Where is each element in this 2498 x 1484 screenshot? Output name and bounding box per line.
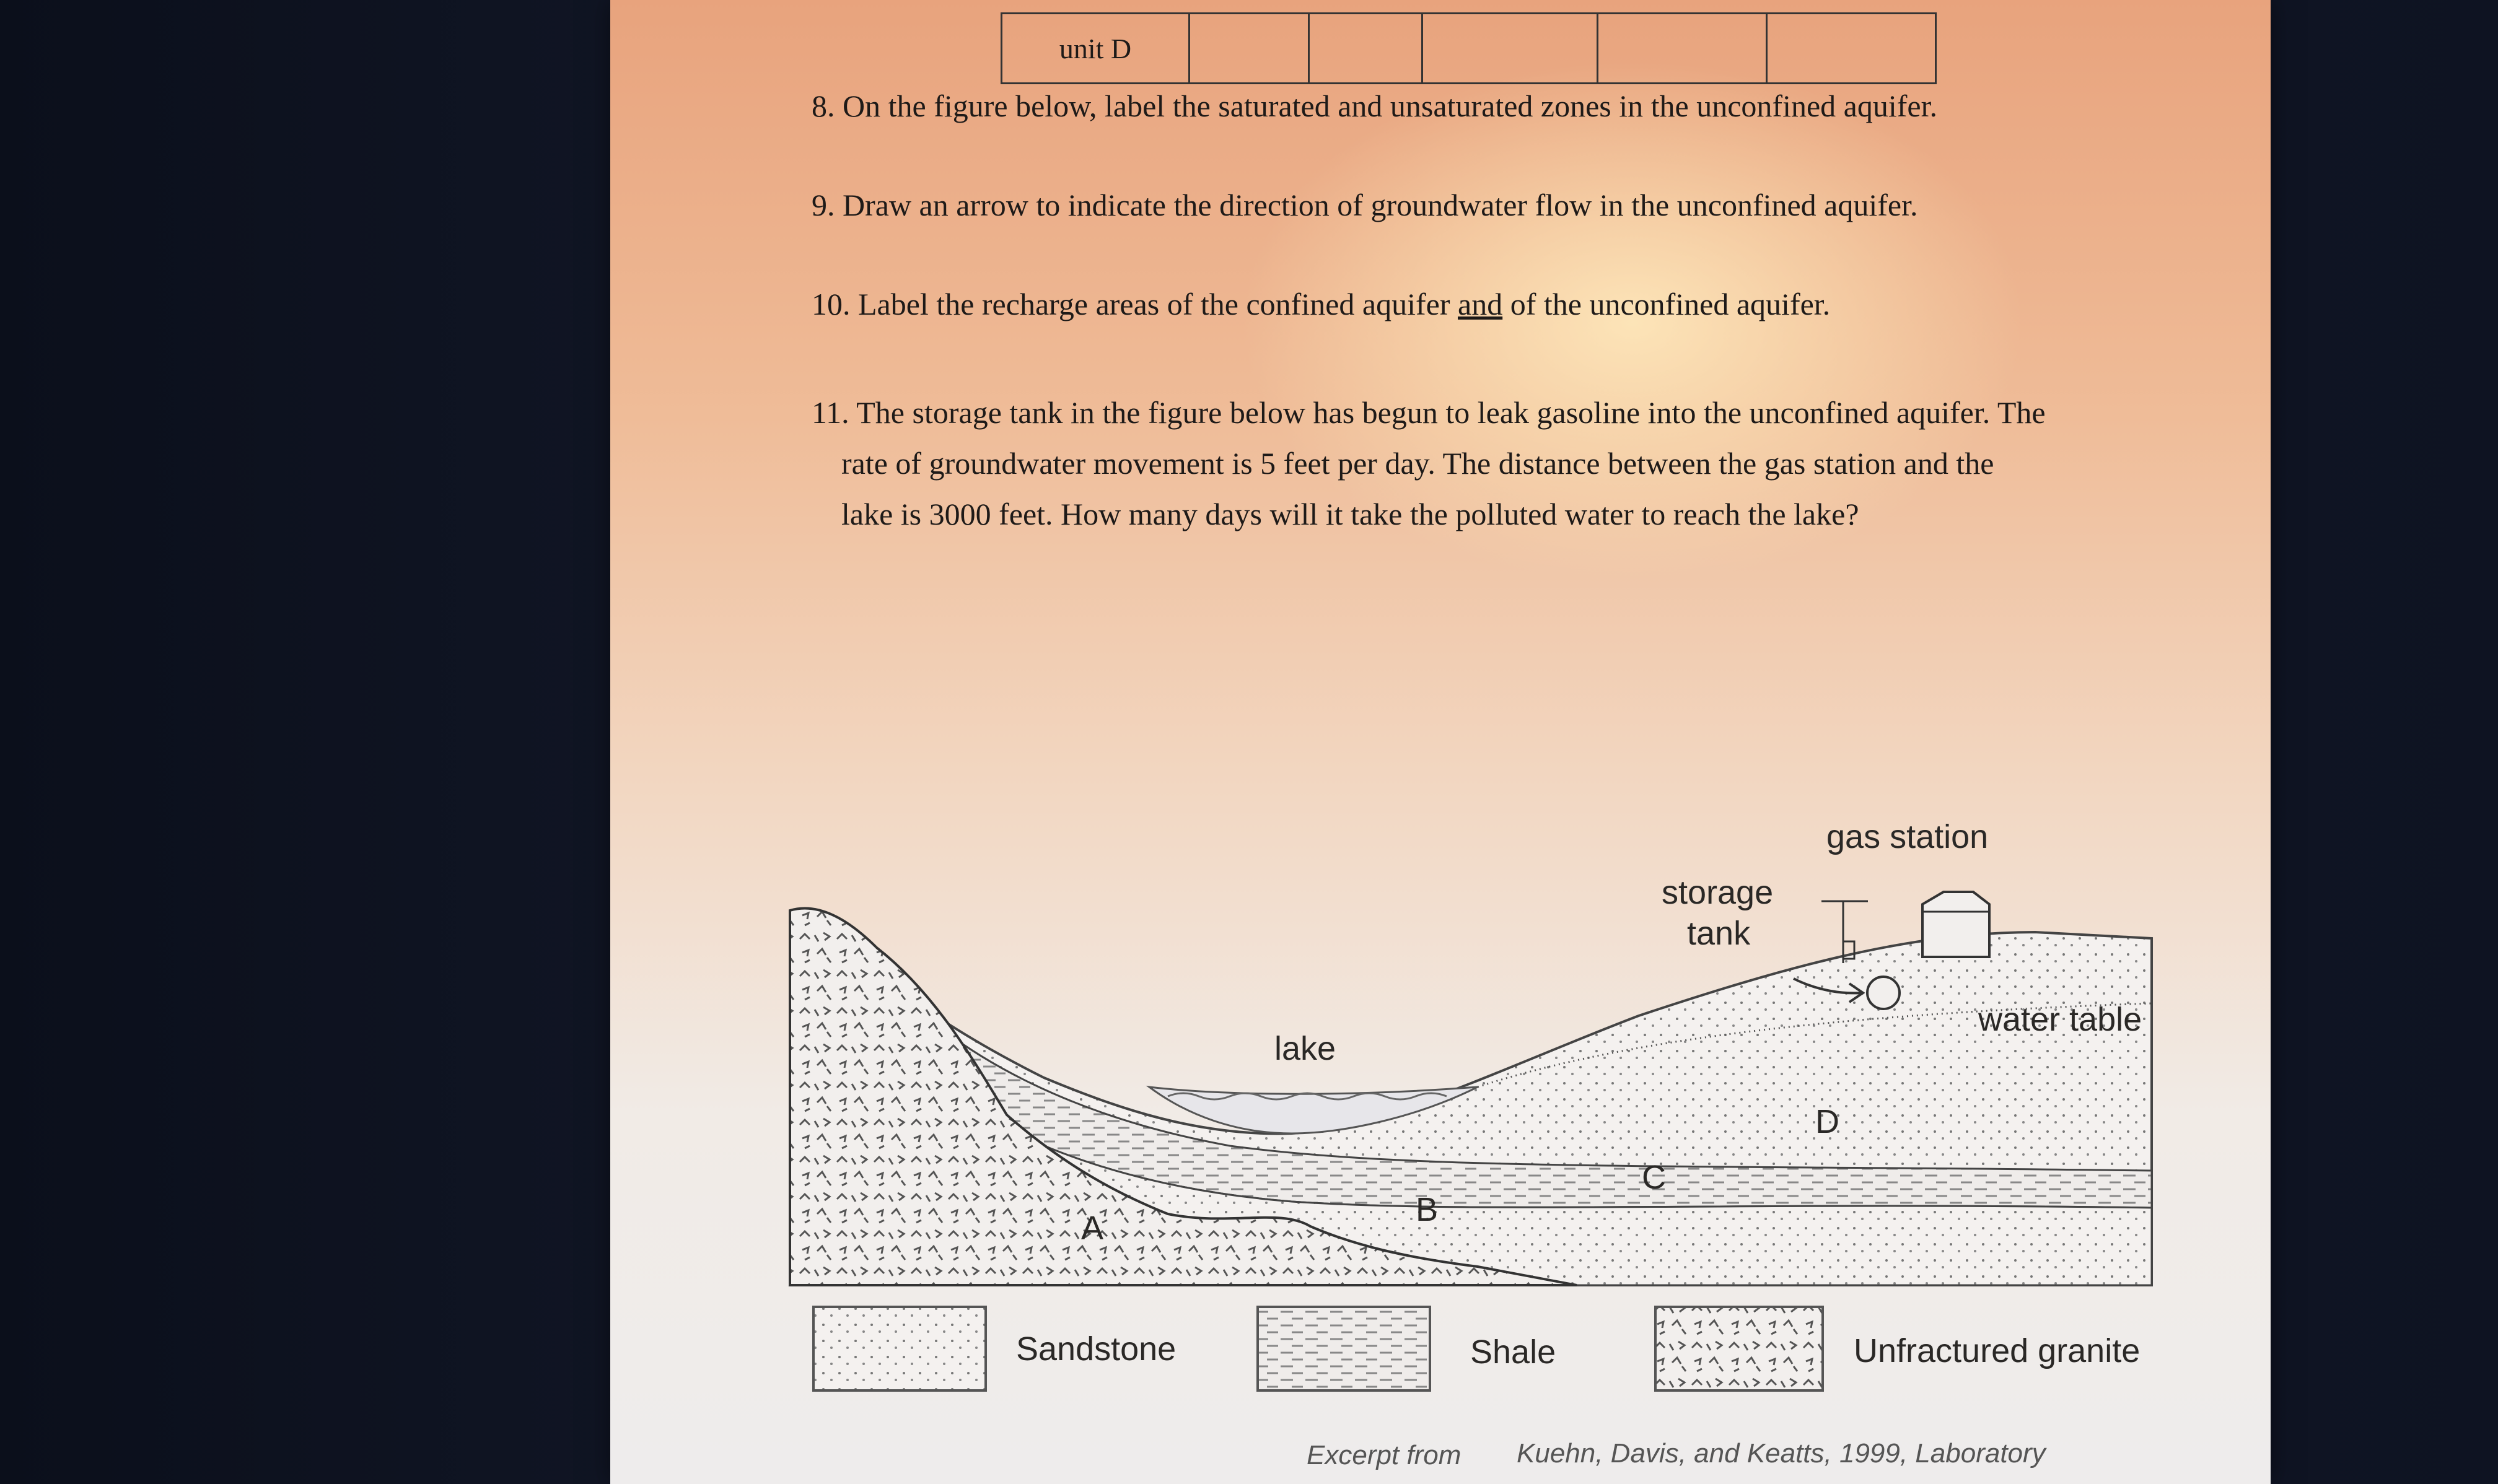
question-line: The storage tank in the figure below has begun to leak gasoline into the unconfined aquifer. The — [856, 395, 2046, 430]
question-line: lake is 3000 feet. How many days will it take the polluted water to reach the lake? — [841, 497, 1859, 531]
label-A: A — [1081, 1210, 1104, 1247]
label-water-table: water table — [1978, 1001, 2142, 1038]
label-lake: lake — [1274, 1030, 1336, 1067]
label-tank: tank — [1687, 915, 1751, 952]
underlined-word: and — [1458, 287, 1503, 321]
question-text: of the unconfined aquifer. — [1502, 287, 1831, 321]
legend-granite-swatch — [1655, 1307, 1823, 1390]
gas-station-building — [1922, 892, 1989, 957]
label-C: C — [1642, 1159, 1666, 1196]
legend-shale-swatch — [1258, 1307, 1430, 1390]
question-number: 8. — [812, 89, 835, 123]
excerpt-prefix: Excerpt from — [1307, 1440, 1462, 1470]
label-B: B — [1416, 1191, 1439, 1228]
excerpt-citation: Kuehn, Davis, and Keatts, 1999, Laboratory — [1517, 1438, 2046, 1469]
question-line: rate of groundwater movement is 5 feet per day. The distance between the gas station and the — [841, 446, 1994, 481]
question-number: 11. — [812, 395, 849, 430]
question-number: 9. — [812, 188, 835, 222]
legend-sandstone-swatch — [813, 1307, 986, 1390]
question-text: Draw an arrow to indicate the direction of groundwater flow in the unconfined aquifer. — [843, 188, 1918, 222]
question-text: Label the recharge areas of the confined aquifer — [858, 287, 1458, 321]
question-number: 10. — [812, 287, 851, 321]
cross-section-layers — [790, 908, 2152, 1285]
aquifer-cross-section — [610, 0, 2271, 1484]
table-row-label: unit D — [1002, 14, 1190, 84]
label-storage: storage — [1662, 874, 1774, 911]
question-text: On the figure below, label the saturated and unsaturated zones in the unconfined aquifer. — [843, 89, 1937, 123]
worksheet-page — [610, 0, 2271, 1484]
legend-shale-label: Shale — [1470, 1333, 1556, 1371]
label-gas-station: gas station — [1826, 818, 1989, 855]
storage-tank-icon — [1867, 977, 1900, 1009]
label-D: D — [1815, 1103, 1839, 1140]
legend-sandstone-label: Sandstone — [1016, 1330, 1177, 1368]
legend-granite-label: Unfractured granite — [1854, 1332, 2141, 1369]
